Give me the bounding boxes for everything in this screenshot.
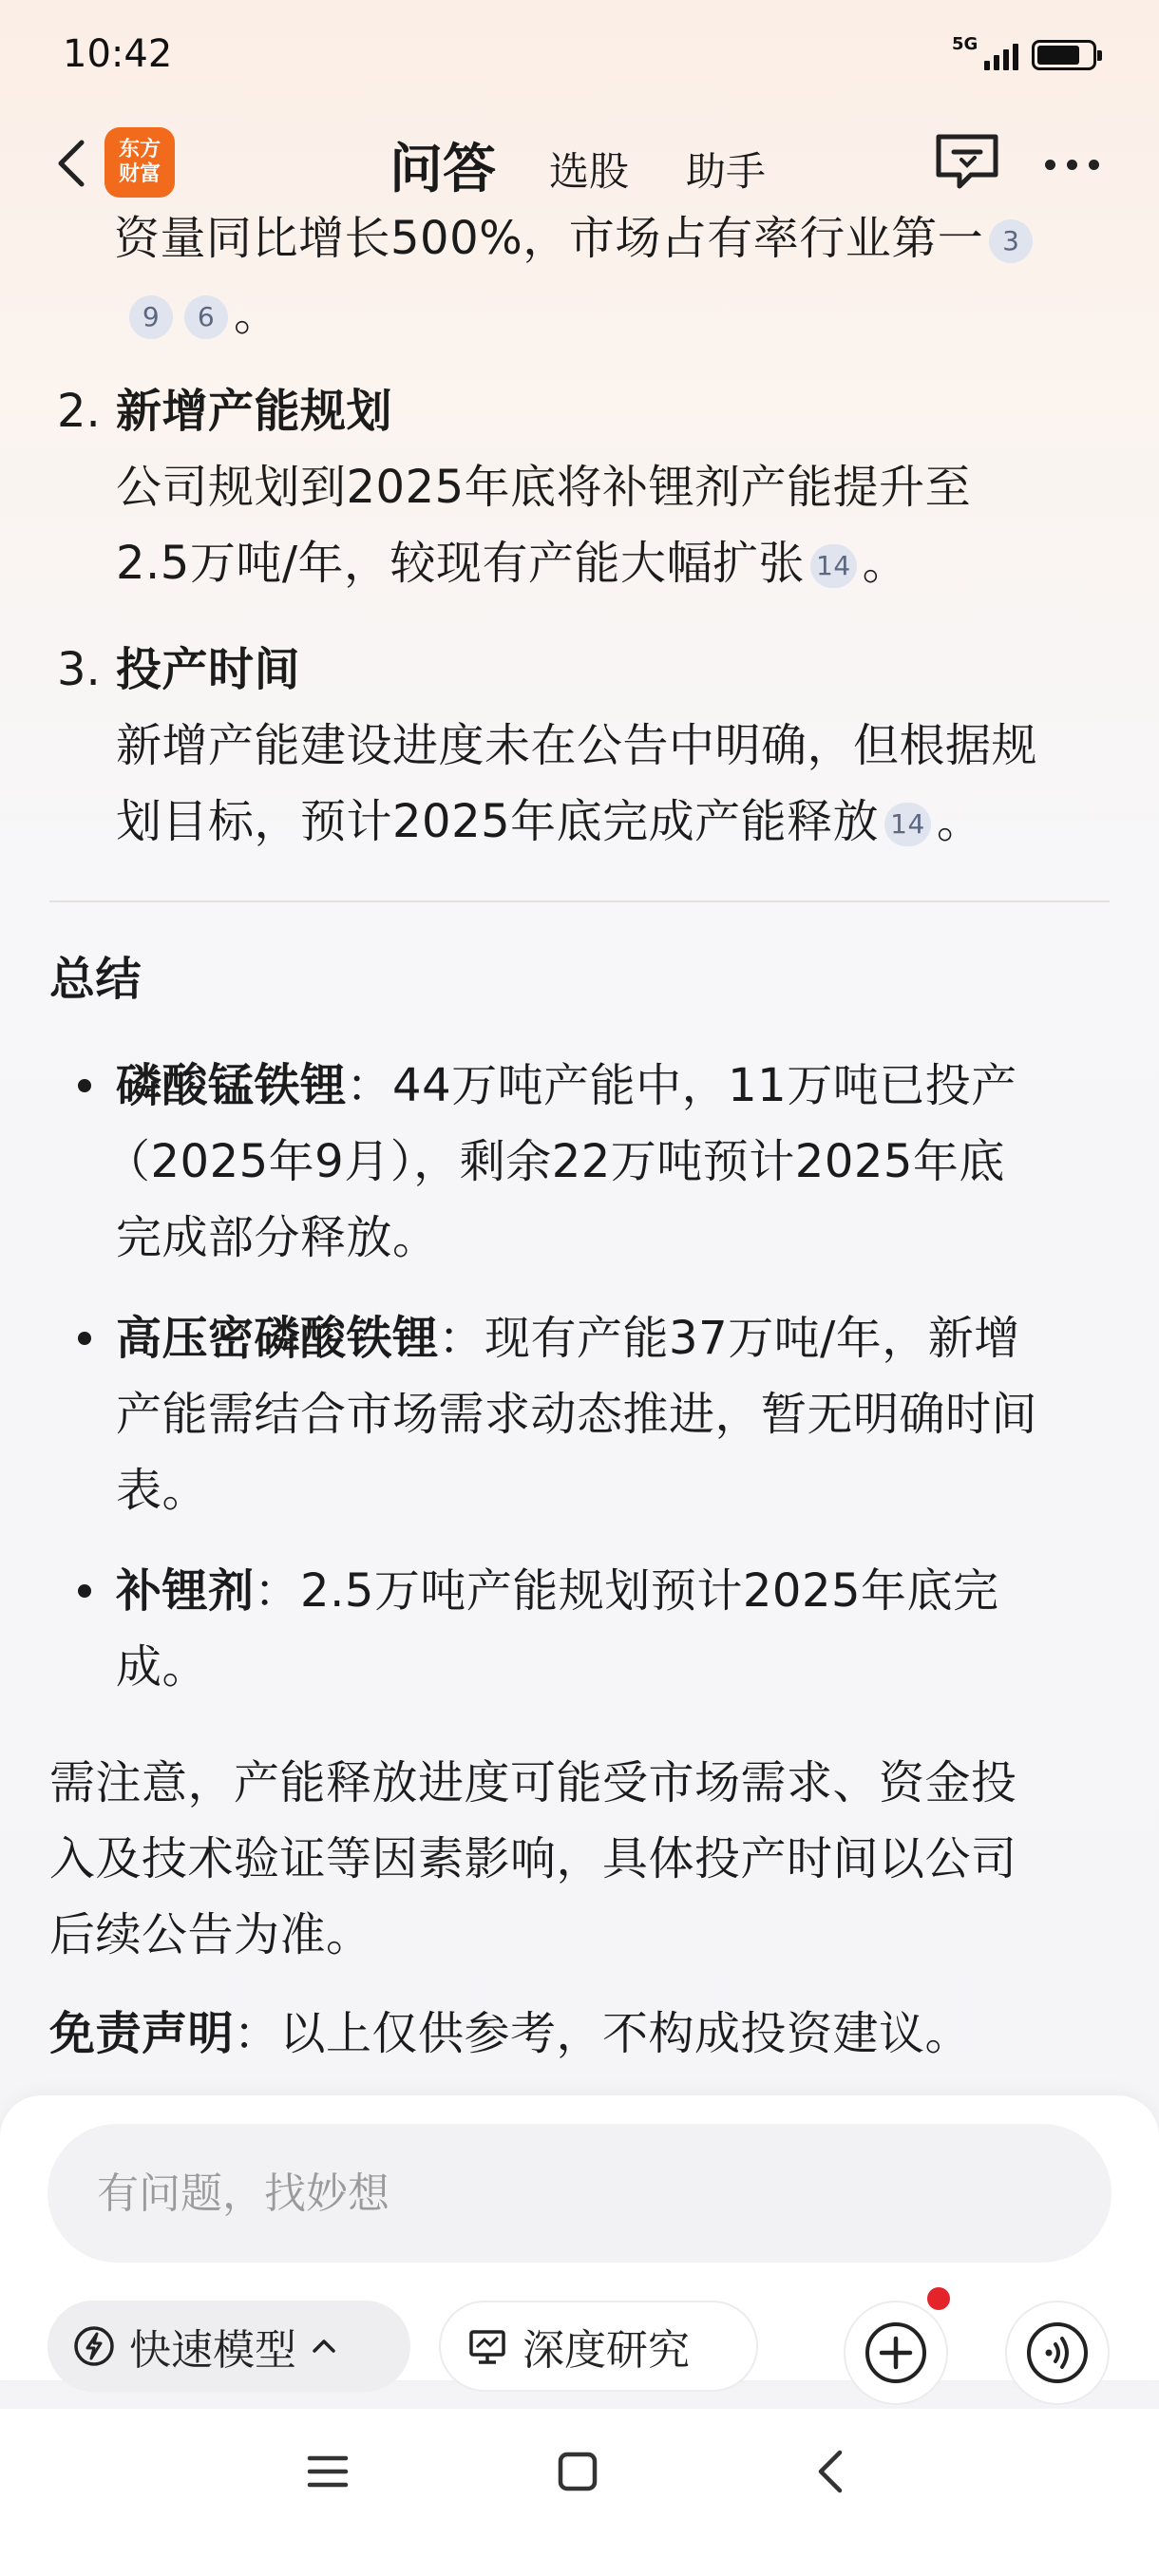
end-mark: 。 (234, 288, 280, 341)
voice-icon (1024, 2320, 1091, 2386)
disclaimer-label: 免责声明 (49, 2007, 235, 2060)
status-bar (0, 0, 1159, 114)
bullet-sep: ： (254, 1564, 301, 1618)
bullet-label: 高压密磷酸铁锂 (116, 1312, 439, 1365)
bullet-text: 现有产能37万吨/年，新增 (484, 1312, 1020, 1365)
bullet-dot (78, 1079, 91, 1092)
list-number: 3. (57, 643, 101, 696)
tab-wenda[interactable]: 问答 (390, 139, 496, 200)
bullet-line: 产能需结合市场需求动态推进，暂无明确时间 (116, 1388, 1038, 1441)
citation-badge[interactable]: 14 (884, 803, 931, 846)
partial-text: 资量同比增长500%，市场占有率行业第一 (114, 212, 984, 265)
note-line: 入及技术验证等因素影响，具体投产时间以公司 (49, 1832, 1017, 1885)
citation-badge[interactable]: 3 (989, 219, 1033, 263)
question-input[interactable] (48, 2124, 1112, 2263)
feedback-icon[interactable] (933, 131, 1001, 194)
voice-button[interactable] (1005, 2301, 1110, 2405)
back-nav-icon[interactable] (813, 2449, 847, 2494)
back-button[interactable] (49, 135, 97, 192)
bullet-line (116, 1299, 1020, 1377)
menu-icon[interactable] (306, 2453, 350, 2491)
plus-icon (863, 2320, 929, 2386)
logo-text-top: 东方 (118, 138, 161, 161)
bullet-dot (78, 1332, 91, 1345)
answer-partial-line (114, 199, 1140, 277)
research-icon (466, 2324, 509, 2368)
more-options-icon[interactable] (1045, 160, 1102, 171)
bullet-line (116, 1552, 999, 1630)
answer-partial-cites (124, 275, 280, 353)
section-text: 新增产能建设进度未在公告中明确，但根据规 (116, 719, 1038, 772)
composer-panel (0, 2095, 1159, 2380)
bullet-line: 表。 (116, 1464, 209, 1517)
tab-zhushou[interactable]: 助手 (686, 148, 767, 195)
bullet-text: 44万吨产能中，11万吨已投产 (392, 1059, 1017, 1112)
bullet-line (116, 1047, 1017, 1125)
section-text: 公司规划到2025年底将补锂剂产能提升至 (116, 461, 972, 514)
lightning-icon (72, 2324, 116, 2368)
text-span: 2.5万吨/年，较现有产能大幅扩张 (116, 537, 806, 590)
end-mark: 。 (862, 537, 909, 590)
chevron-left-icon (49, 135, 97, 192)
citation-badge[interactable]: 6 (184, 295, 228, 339)
status-time: 10:42 (63, 32, 173, 76)
section-divider (49, 900, 1110, 902)
model-selector-button[interactable] (48, 2301, 410, 2392)
note-line: 后续公告为准。 (49, 1908, 372, 1961)
system-nav-bar (0, 2409, 1159, 2576)
citation-badge[interactable]: 14 (810, 544, 857, 588)
text-span: 划目标，预计2025年底完成产能释放 (116, 795, 880, 848)
bullet-line: （2025年9月），剩余22万吨预计2025年底 (104, 1135, 1005, 1188)
network-type-label: 5G (952, 34, 978, 54)
logo-text-bottom: 财富 (118, 162, 161, 186)
bullet-text: 2.5万吨产能规划预计2025年底完 (300, 1564, 999, 1618)
add-button[interactable] (844, 2301, 948, 2405)
bullet-dot (78, 1584, 91, 1598)
status-icons (952, 36, 1096, 74)
summary-heading: 总结 (49, 953, 142, 1006)
chevron-up-icon (310, 2337, 338, 2356)
tab-xuangu[interactable]: 选股 (549, 148, 630, 195)
bullet-line: 完成部分释放。 (116, 1211, 439, 1264)
deep-research-button[interactable] (439, 2301, 758, 2392)
bullet-label: 补锂剂 (116, 1564, 255, 1618)
section-title: 新增产能规划 (116, 385, 393, 438)
disclaimer-text: ：以上仅供参考，不构成投资建议。 (234, 2007, 972, 2060)
cellular-signal-icon (952, 36, 1018, 74)
summary-section (0, 940, 1159, 2080)
bullet-sep: ： (438, 1312, 485, 1365)
research-label: 深度研究 (522, 2326, 690, 2375)
list-number: 2. (57, 385, 101, 438)
section-text (116, 524, 908, 602)
app-logo[interactable] (104, 127, 175, 198)
disclaimer (49, 1995, 971, 2073)
note-line: 需注意，产能释放进度可能受市场需求、资金投 (49, 1756, 1017, 1809)
end-mark: 。 (936, 795, 983, 848)
battery-icon (1032, 40, 1096, 70)
model-label: 快速模型 (129, 2326, 296, 2375)
notification-dot (927, 2287, 950, 2310)
citation-badge[interactable]: 9 (129, 295, 173, 339)
section-title: 投产时间 (116, 643, 301, 696)
bullet-line: 成。 (116, 1640, 209, 1694)
section-text (116, 783, 982, 861)
bullet-sep: ： (346, 1059, 393, 1112)
home-icon[interactable] (557, 2451, 598, 2492)
bullet-label: 磷酸锰铁锂 (116, 1059, 347, 1112)
